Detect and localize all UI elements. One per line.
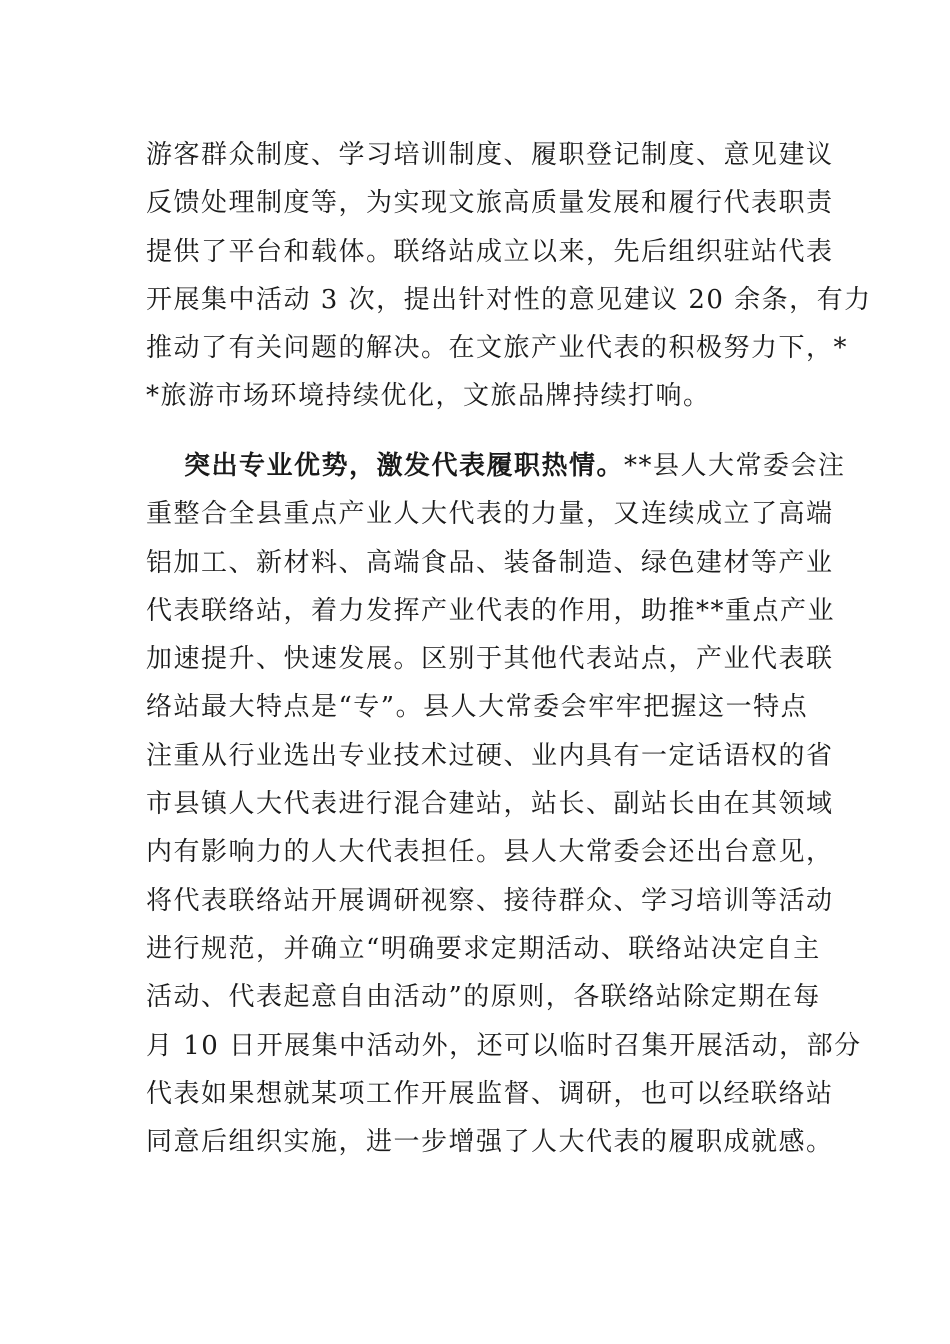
paragraph-line: 注重从行业选出专业技术过硬、业内具有一定话语权的省 [146, 740, 834, 771]
paragraph-line: 代表联络站，着力发挥产业代表的作用，助推**重点产业 [146, 595, 836, 626]
paragraph-line: 将代表联络站开展调研视察、接待群众、学习培训等活动 [146, 885, 834, 916]
paragraph-1 [146, 131, 872, 421]
paragraph-line: *旅游市场环境持续优化，文旅品牌持续打响。 [146, 381, 711, 412]
paragraph-2 [146, 442, 862, 1166]
paragraph-first-line [146, 442, 846, 490]
paragraph-line: 市县镇人大代表进行混合建站，站长、副站长由在其领域 [146, 789, 834, 820]
paragraph-line: 推动了有关问题的解决。在文旅产业代表的积极努力下，* [146, 333, 849, 364]
paragraph-line: 开展集中活动 3 次，提出针对性的意见建议 20 余条，有力 [146, 284, 872, 315]
paragraph-lead-heading: 突出专业优势，激发代表履职热情。 [184, 451, 625, 481]
paragraph-first-line-rest: **县人大常委会注 [624, 451, 846, 481]
paragraph-line: 铝加工、新材料、高端食品、装备制造、绿色建材等产业 [146, 547, 834, 578]
paragraph-line: 络站最大特点是“专”。县人大常委会牢牢把握这一特点 [146, 692, 809, 723]
paragraph-line: 加速提升、快速发展。区别于其他代表站点，产业代表联 [146, 644, 834, 675]
paragraph-line: 同意后组织实施，进一步增强了人大代表的履职成就感。 [146, 1127, 834, 1158]
paragraph-line: 内有影响力的人大代表担任。县人大常委会还出台意见， [146, 837, 834, 868]
paragraph-line: 进行规范，并确立“明确要求定期活动、联络站决定自主 [146, 933, 821, 964]
paragraph-line: 活动、代表起意自由活动”的原则，各联络站除定期在每 [146, 982, 821, 1013]
paragraph-line: 提供了平台和载体。联络站成立以来，先后组织驻站代表 [146, 236, 834, 267]
paragraph-line: 游客群众制度、学习培训制度、履职登记制度、意见建议 [146, 140, 834, 170]
paragraph-line: 月 10 日开展集中活动外，还可以临时召集开展活动，部分 [146, 1030, 862, 1061]
paragraph-line: 代表如果想就某项工作开展监督、调研，也可以经联络站 [146, 1078, 834, 1109]
paragraph-line: 反馈处理制度等，为实现文旅高质量发展和履行代表职责 [146, 188, 834, 219]
paragraph-line: 重整合全县重点产业人大代表的力量，又连续成立了高端 [146, 499, 834, 530]
